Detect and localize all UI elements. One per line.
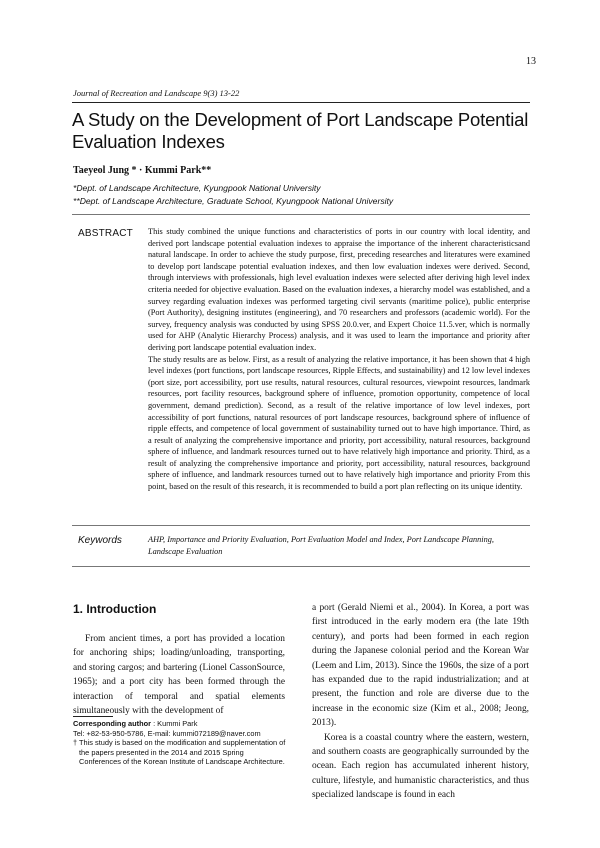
- journal-citation: Journal of Recreation and Landscape 9(3) 13-22: [73, 88, 240, 98]
- contact-info: Tel: +82-53-950-5786, E-mail: kummi072189@naver.com: [73, 728, 261, 738]
- header-divider: [72, 102, 530, 103]
- footnote-divider: [73, 716, 113, 717]
- affiliation-2: **Dept. of Landscape Architecture, Graduate School, Kyungpook National University: [73, 196, 394, 206]
- study-note: † This study is based on the modification and supplementation of the papers presented in the 2014 and 2015 Spring Conferences of the Korean Institute of Landscape Architecture.: [73, 738, 286, 767]
- affiliation-1: *Dept. of Landscape Architecture, Kyungpook National University: [73, 183, 321, 193]
- abstract-label: ABSTRACT: [78, 228, 133, 239]
- author-list: Taeyeol Jung * · Kummi Park**: [73, 165, 212, 176]
- page-number: 13: [526, 56, 536, 67]
- keywords-label: Keywords: [78, 535, 122, 546]
- abstract-top-divider: [72, 214, 530, 215]
- section-heading: 1. Introduction: [73, 602, 157, 616]
- corresponding-author-label: Corresponding author: [73, 719, 152, 728]
- abstract-paragraph-2: The study results are as below. First, as a result of analyzing the relative importance, it has been shown that 4 high level indexes (port functions, port landscape resources, Ripple Effects, and sustainability) and 12 low level indexes (port size, port accessibility, port use results, natural resources, cultural resources, viewpoint resources, landmark resources, port facility resources, background sphere of influence, promotion opportunity, competence of local government, demand prediction). Second, as a result of the relative importance of low level indexes, port accessibility of port functions, natural resources of port landscape resources, background sphere of influence of ripple effects, and competence of local government of sustainability turned out to have high importance. Third, as a result of analyzing the comprehensive importance and priority, port accessibility, natural resources, background sphere of influence, and landmark resources turned out to have relatively high importance and priority. Third, as a result of analyzing the comprehensive importance and priority, port accessibility, natural resources, background sphere of influence, and landmark resources turned out to have relatively high importance and priority From this point, based on the result of this research, it is recommended to build a port plan reflecting on its unique identity.: [148, 354, 530, 492]
- corresponding-author-name: : Kummi Park: [151, 719, 198, 728]
- intro-paragraph-2: Korea is a coastal country where the eastern, western, and southern coasts are geographically surrounded by the ocean. Each region has accumulated inherent history, culture, lifestyle, and humanistic characteristics, and thus specialized landscape is found in each: [312, 732, 529, 801]
- abstract-bottom-divider: [72, 525, 530, 526]
- keywords-text: AHP, Importance and Priority Evaluation, Port Evaluation Model and Index, Port Landscape Planning, Landscape Evaluation: [148, 535, 494, 556]
- keywords-divider: [72, 566, 530, 567]
- intro-paragraph-1: From ancient times, a port has provided a location for anchoring ships; loading/unloading, transporting, and storing cargos; and bartering (Lionel CassonSource, 1965); and a port city has been formed through the interaction of temporal and spatial elements simultaneously with the development of: [73, 634, 285, 717]
- abstract-body: [148, 226, 530, 493]
- footnotes: [73, 719, 287, 767]
- abstract-paragraph-1: This study combined the unique functions and characteristics of ports in our country with local identity, and derived port landscape potential evaluation indexes to appraise the importance of the inherent characteristicsand natural landscape. In order to achieve the study purpose, first, preceding researches and literatures were examined to develop port landscape potential evaluation indexes, and then low evaluation indexes were derived. Second, through interviews with professionals, high level evaluation indexes were selected after deriving high level index criteria needed for objective evaluation. Based on the evaluation indexes, a hierarchy model was established, and a survey regarding evaluation indexes was performed targeting civil servants (maritime police), public enterprise (Port Authority), designing institutes (engineering), and 70 researchers and professors (academic world). For the survey, frequency analysis was conducted by using SPSS 20.0.ver, and Expert Choice 11.5.ver, which is normally used for AHP (Analytic Hierarchy Process) analysis, and it was used to learn the importance and priority after deriving port landscape potential evaluation index.: [148, 227, 530, 352]
- intro-paragraph-continued: a port (Gerald Niemi et al., 2004). In Korea, a port was first introduced in the early modern era (the late 19th century), and ports had been formed in each region during the Japanese colonial period and the Korean War (Leem and Lim, 2013). Since the 1960s, the size of a port has expanded due to the rapid industrialization; and at present, the function and role are diverse due to the increase in the economic size (Kim et al., 2008; Jeong, 2013).: [312, 603, 529, 729]
- corresponding-author: [73, 719, 287, 729]
- left-column: [73, 632, 285, 718]
- right-column: [312, 601, 529, 803]
- paper-title: A Study on the Development of Port Landscape Potential Evaluation Indexes: [72, 109, 529, 152]
